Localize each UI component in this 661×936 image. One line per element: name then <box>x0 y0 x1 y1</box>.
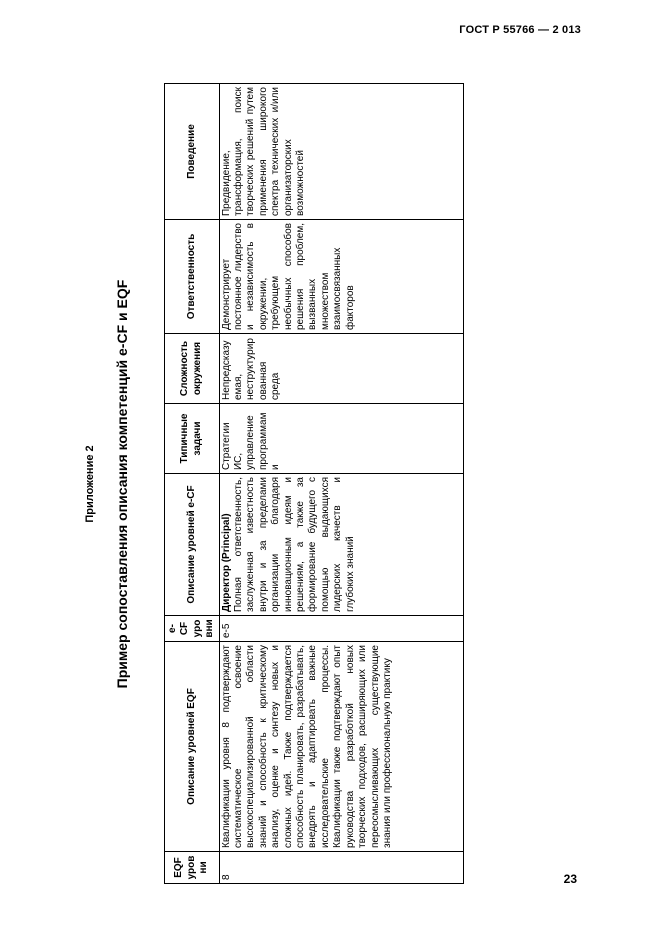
cell-eqf-level: 8 <box>219 852 463 884</box>
header-behavior: Поведение <box>165 84 220 220</box>
appendix-label: Приложение 2 <box>84 445 96 523</box>
table-header-row <box>165 84 220 884</box>
cell-ecf-level: e-5 <box>219 616 463 642</box>
ecf-role-title: Директор (Principal) <box>220 513 232 612</box>
cell-responsibility: Демонстрирует постоянное лидерство и независимость в окружении, требующем необычных способов решения проблем, вызванных множеством взаимосвязанных факторов <box>219 220 463 334</box>
header-eqf-level: EQF уровни <box>165 852 220 884</box>
cell-complexity: Непредсказуемая, неструктурированная среда <box>219 334 463 404</box>
cell-typical-tasks: Стратегии ИС, управление программами <box>219 404 463 474</box>
header-responsibility: Ответственность <box>165 220 220 334</box>
header-ecf-level: e-CF уровни <box>165 616 220 642</box>
cell-behavior: Предвидение, трансформация, поиск творческих решений путем применения широкого спектра технических и/или организаторских возможностей <box>219 84 463 220</box>
page-number: 23 <box>563 872 577 886</box>
header-ecf-description: Описание уровней e-CF <box>165 474 220 616</box>
rotated-content <box>84 84 564 884</box>
header-complexity: Сложность окружения <box>165 334 220 404</box>
cell-eqf-description: Квалификации уровня 8 подтверждают систематическое освоение высокоспециализированной области знаний и способность к критическому анализу, оценке и синтезу новых и сложных идей. Также подтверждается способность планировать, разрабатывать, внедрять и адаптировать важные исследовательские процессы. Квалификации также подтверждают опыт руководства разработкой новых творческих подходов, расширяющих или переосмысливающих существующие знания или профессиональную практику <box>219 642 463 852</box>
comparison-table <box>164 83 464 884</box>
header-typical-tasks: Типичные задачи <box>165 404 220 474</box>
header-eqf-description: Описание уровней EQF <box>165 642 220 852</box>
cell-ecf-description <box>219 474 463 616</box>
table-row <box>219 84 463 884</box>
document-code: ГОСТ Р 55766 — 2 013 <box>459 24 581 36</box>
page-title: Пример сопоставления описания компетенций e-CF и EQF <box>114 279 130 689</box>
ecf-role-description: Полная ответственность, заслуженная известность внутри и за пределами организации благодаря инновационным идеям и решениям, а также за формирование будущего с помощью выдающихся лидерских качеств и глубоких знаний <box>233 477 356 612</box>
